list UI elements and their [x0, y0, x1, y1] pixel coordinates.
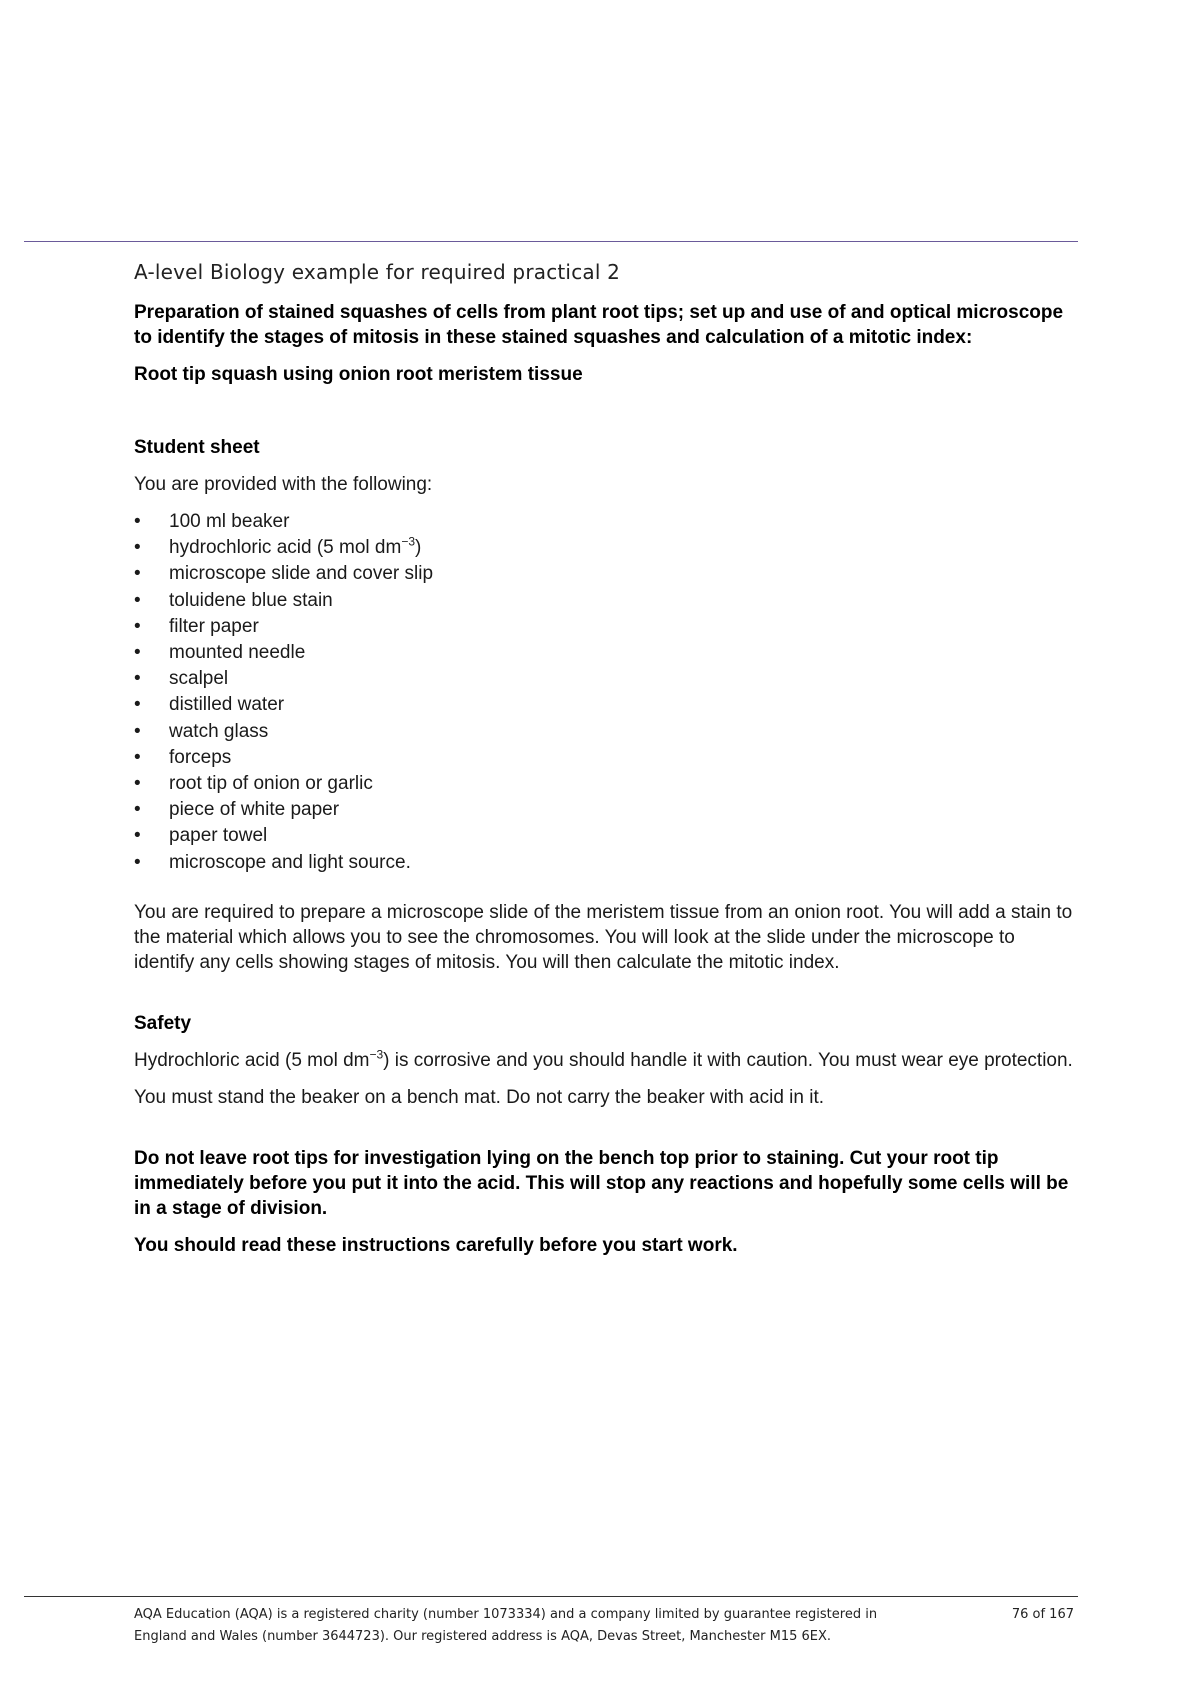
material-item: • mounted needle: [134, 640, 1074, 666]
page-header-title: A-level Biology example for required practical 2: [134, 260, 621, 284]
material-item: • paper towel: [134, 823, 1074, 849]
practical-description: Preparation of stained squashes of cells from plant root tips; set up and use of and optical microscope to identify the stages of mitosis in these stained squashes and calculation of a mitotic index:: [134, 302, 1064, 348]
footer-legal-line-2: England and Wales (number 3644723). Our registered address is AQA, Devas Street, Manchester M15 6EX.: [134, 1629, 832, 1644]
read-instructions-warning: You should read these instructions carefully before you start work.: [134, 1234, 738, 1256]
safety-heading: Safety: [134, 1012, 192, 1034]
safety-acid-text-start: Hydrochloric acid (5 mol dm: [134, 1049, 370, 1071]
material-item: • microscope slide and cover slip: [134, 561, 1074, 587]
header-divider: [24, 241, 1078, 242]
material-item: • scalpel: [134, 666, 1074, 692]
materials-list: [134, 509, 1074, 876]
acid-unit-superscript: −3: [401, 534, 415, 549]
safety-acid-paragraph: [134, 1048, 1074, 1073]
material-item: • microscope and light source.: [134, 850, 1074, 876]
material-item: • root tip of onion or garlic: [134, 771, 1074, 797]
provided-intro: You are provided with the following:: [134, 474, 433, 495]
material-item: • piece of white paper: [134, 797, 1074, 823]
acid-close-paren: ): [415, 537, 422, 559]
student-sheet-heading: Student sheet: [134, 437, 260, 458]
footer-legal-line-1: AQA Education (AQA) is a registered charity (number 1073334) and a company limited by guarantee registered in: [134, 1607, 878, 1622]
footer-divider: [24, 1596, 1078, 1597]
material-item-acid: [134, 535, 1074, 561]
safety-beaker-paragraph: You must stand the beaker on a bench mat. Do not carry the beaker with acid in it.: [134, 1086, 825, 1108]
task-paragraph: You are required to prepare a microscope slide of the meristem tissue from an onion root. You will add a stain to the material which allows you to see the chromosomes. You will look at the slide under the microscope to identify any cells showing stages of mitosis. You will then calculate the mitotic index.: [134, 901, 1073, 973]
root-tip-warning: Do not leave root tips for investigation lying on the bench top prior to staining. Cut your root tip immediately before you put it into the acid. This will stop any reactions and hopefully some cells will be in a stage of division.: [134, 1147, 1069, 1219]
footer-legal-text: [134, 1604, 894, 1648]
safety-acid-superscript: −3: [369, 1047, 384, 1062]
page-content: [134, 260, 1074, 1270]
material-item: • toluidene blue stain: [134, 588, 1074, 614]
material-item: • 100 ml beaker: [134, 509, 1074, 535]
safety-acid-text-end: ) is corrosive and you should handle it with caution. You must wear eye protection.: [383, 1049, 1073, 1071]
material-item: • watch glass: [134, 719, 1074, 745]
page-footer: [134, 1604, 1074, 1648]
page-number: 76 of 167: [1011, 1607, 1074, 1622]
material-item: • forceps: [134, 745, 1074, 771]
material-item: • filter paper: [134, 614, 1074, 640]
material-item: • distilled water: [134, 692, 1074, 718]
acid-label: hydrochloric acid (5 mol dm: [169, 537, 402, 559]
practical-subtitle: Root tip squash using onion root meristem tissue: [134, 364, 583, 385]
